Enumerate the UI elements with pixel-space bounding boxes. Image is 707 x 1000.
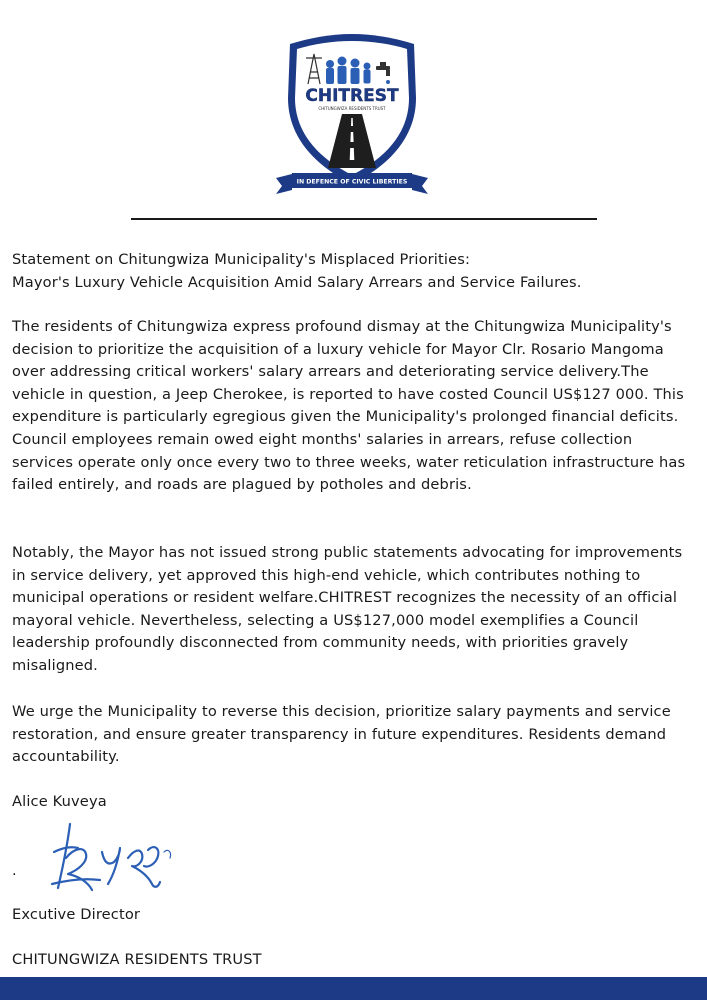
title-line-2: Mayor's Luxury Vehicle Acquisition Amid Salary Arrears and Service Failures. bbox=[12, 273, 582, 291]
signatory-role: Excutive Director bbox=[12, 906, 141, 923]
footer-bar bbox=[0, 977, 707, 1000]
logo-motto: IN DEFENCE OF CIVIC LIBERTIES bbox=[296, 178, 408, 186]
paragraph-1: The residents of Chitungwiza express profound dismay at the Chitungwiza Municipality's decision to prioritize the acquisition of a luxury vehicle for Mayor Clr. Rosario Mangoma over addressing critical workers' salary arrears and deteriorating service delivery.The vehicle in question, a Jeep Cherokee, is reported to have costed Council US$127 000. This expenditure is particularly egregious given the Municipality's prolonged financial deficits. Council employees remain owed eight months' salaries in arrears, refuse collection services operate only once every two to three weeks, water reticulation infrastructure has failed entirely, and roads are plagued by potholes and debris. bbox=[12, 318, 686, 494]
logo-name: CHITREST bbox=[305, 86, 399, 106]
handwritten-signature bbox=[48, 818, 183, 896]
paragraph-2: Notably, the Mayor has not issued strong public statements advocating for improvements in service delivery, yet approved this high-end vehicle, which contributes nothing to municipal operations or resident welfare.CHITREST recognizes the necessity of an official mayoral vehicle. Nevertheless, selecting a US$127,000 model exemplifies a Council leadership profoundly disconnected from community needs, with priorities gravely misaligned. bbox=[12, 544, 683, 674]
signature-dot: . bbox=[12, 862, 17, 879]
signatory-name: Alice Kuveya bbox=[12, 793, 107, 810]
chitrest-logo bbox=[272, 28, 432, 198]
logo-subtitle: CHITUNGWIZA RESIDENTS TRUST bbox=[318, 106, 386, 111]
header-divider bbox=[131, 218, 597, 220]
organization-name: CHITUNGWIZA RESIDENTS TRUST bbox=[12, 951, 262, 968]
statement-title bbox=[12, 249, 692, 294]
title-line-1: Statement on Chitungwiza Municipality's Misplaced Priorities: bbox=[12, 251, 471, 268]
paragraph-3: We urge the Municipality to reverse this decision, prioritize salary payments and service restoration, and ensure greater transparency in future expenditures. Residents demand accountability. bbox=[12, 703, 671, 766]
